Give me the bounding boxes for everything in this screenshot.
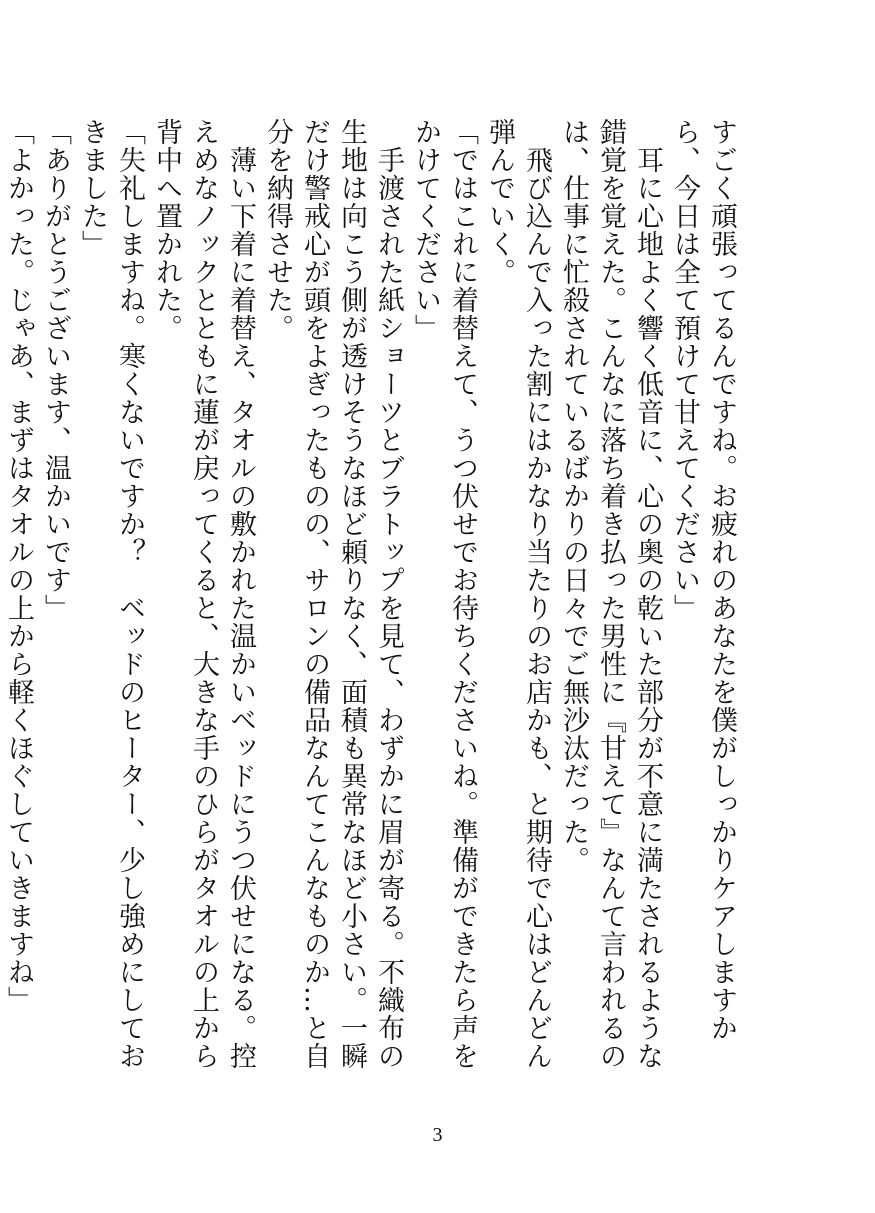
paragraph-9: 「よかった。じゃあ、まずはタオルの上から軽くほぐしていきますね」 — [3, 118, 34, 1014]
paragraph-8: 「ありがとうございます、温かいです」 — [40, 118, 71, 622]
page-number: 3 — [432, 1124, 443, 1146]
paragraph-2: 耳に心地よく響く低音に、心の奥の乾いた部分が不意に満たされるような錯覚を覚えた。こんなに落ち着き払った男性に『甘えて』なんて言われるのは、仕事に忙殺されているばかりの日々でご無沙汰だった。 — [558, 118, 663, 1070]
paragraph-5: 手渡された紙ショーツとブラトップを見て、わずかに眉が寄る。不織布の生地は向こう側が透けそうなほど頼りなく、面積も異常なほど小さい。一瞬だけ警戒心が頭をよぎったものの、サロンの備品なんてこんなものか…と自分を納得させた。 — [262, 118, 404, 1070]
paragraph-4: 「ではこれに着替えて、うつ伏せでお待ちくださいね。準備ができたら声をかけてください」 — [410, 118, 478, 1070]
paragraph-6: 薄い下着に着替え、タオルの敷かれた温かいベッドにうつ伏せになる。控えめなノックとともに蓮が戻ってくると、大きな手のひらがタオルの上から背中へ置かれた。 — [151, 118, 256, 1070]
paragraph-3: 飛び込んで入った割にはかなり当たりのお店かも、と期待で心はどんどん弾んでいく。 — [484, 118, 552, 1070]
paragraph-7: 「失礼しますね。寒くないですか？ ベッドのヒーター、少し強めにしておきました」 — [77, 118, 145, 1070]
paragraph-1: すごく頑張ってるんですね。お疲れのあなたを僕がしっかりケアしますから、今日は全て預けて甘えてください」 — [669, 118, 737, 1042]
vertical-text-body — [3, 118, 740, 1078]
